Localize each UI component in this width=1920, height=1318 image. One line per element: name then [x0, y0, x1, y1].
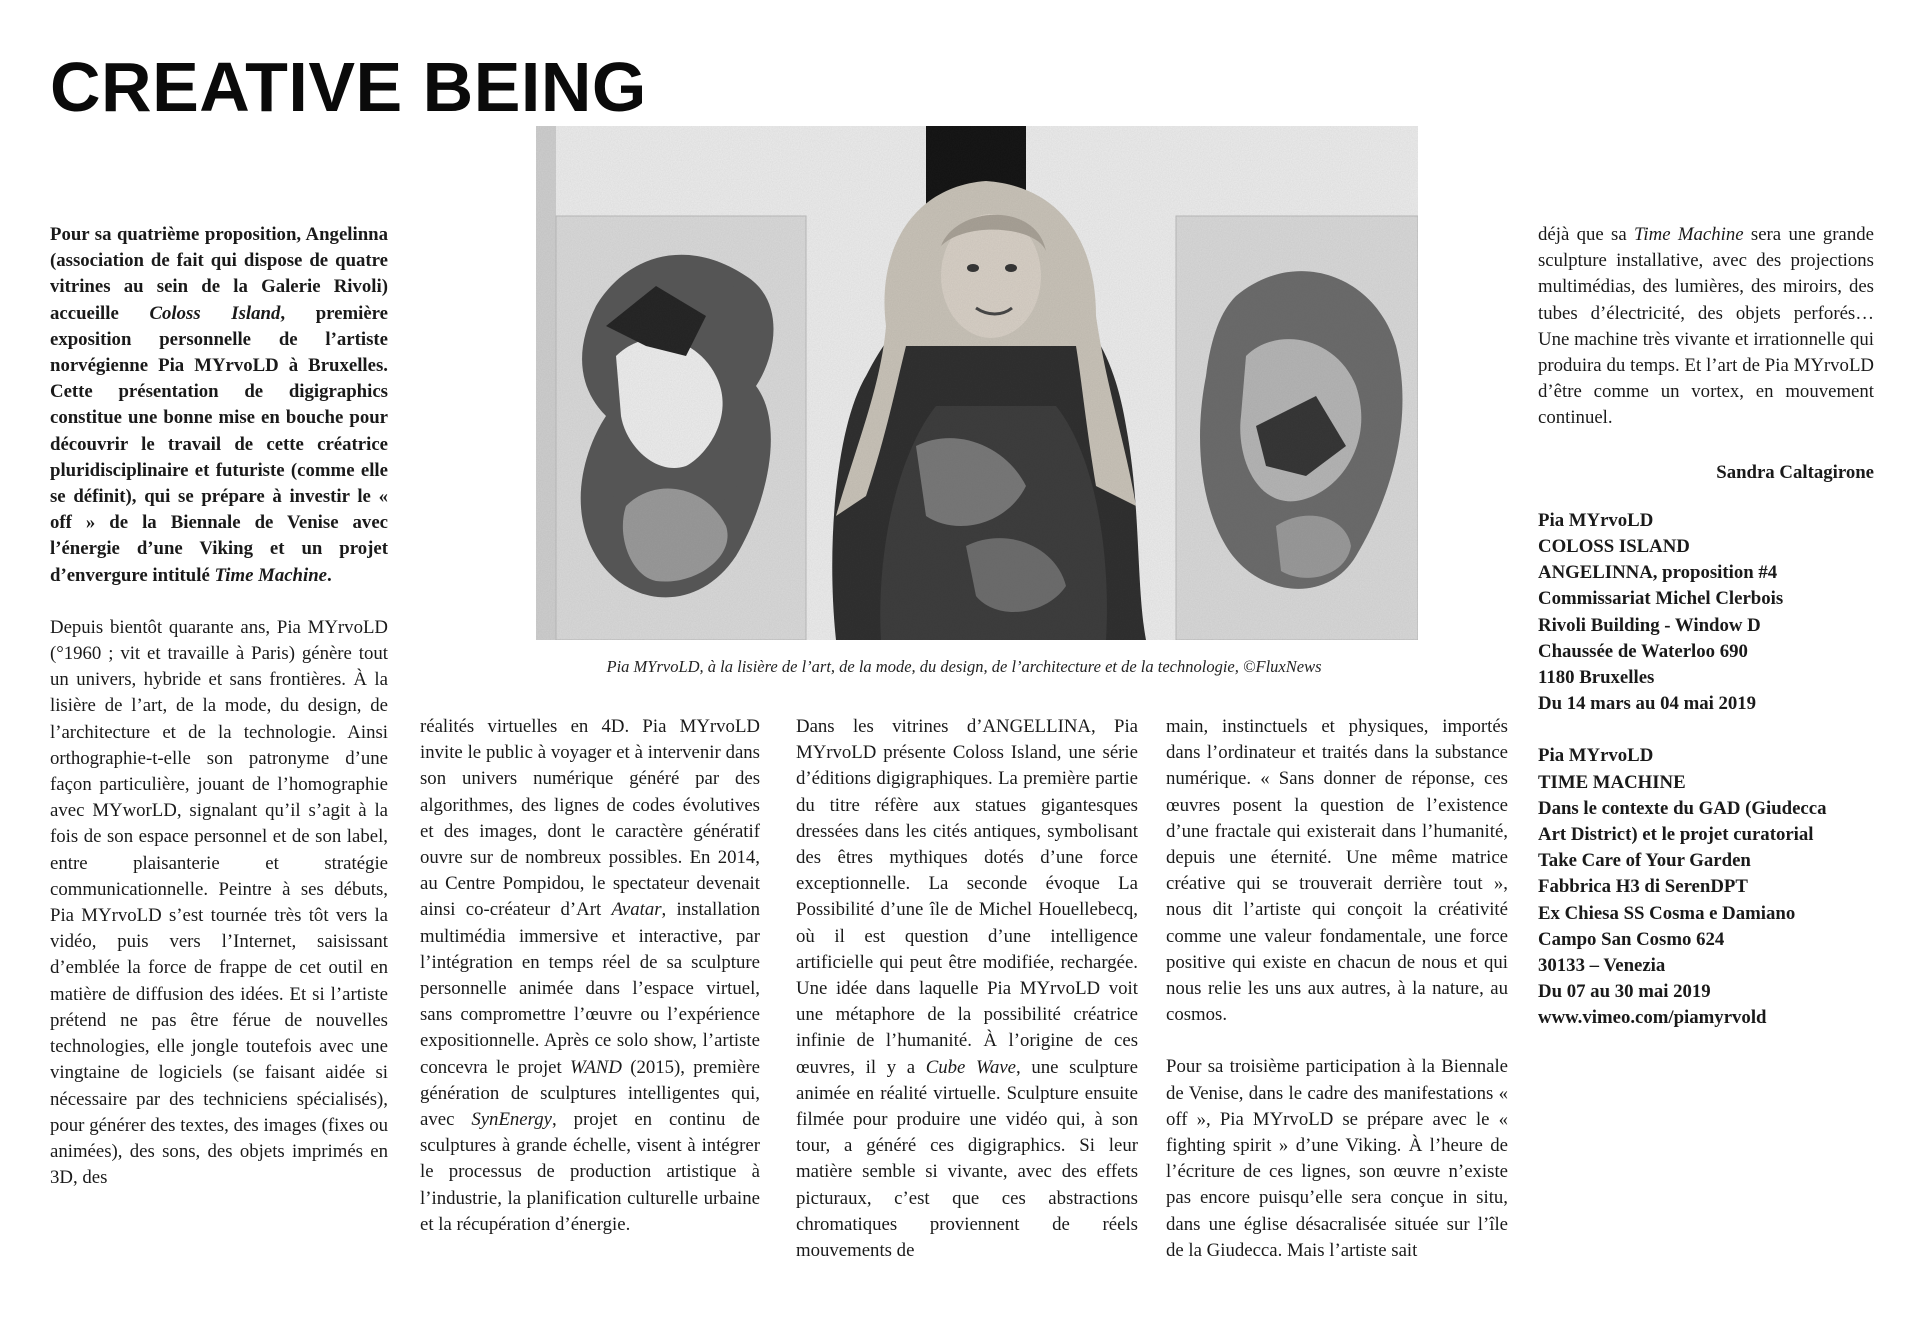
column-2	[420, 714, 760, 1238]
text-run: SynEnergy	[471, 1109, 552, 1131]
body-paragraph-3	[796, 714, 1138, 1264]
text-run: (2015), première génération de sculptures intelligentes qui, avec	[420, 1056, 760, 1131]
info-line: ANGELINNA, proposition #4	[1538, 562, 1778, 584]
author-signature: Sandra Caltagirone	[1716, 461, 1874, 483]
body-paragraph-4: main, instinctuels et physiques, importés dans l’ordinateur et traités dans la substance numérique. « Sans donner de réponse, ces œuvres posent la question de l’existence d’une fractale qui existerait dans l’humanité, depuis une éternité. Une même matrice créative qui se trouverait derrière tout », nous dit l’artiste qui conçoit la créativité comme une valeur fondamentale, une force positive qui existe en chacun de nous et qui nous relie les uns aux autres, à la nature, au cosmos.	[1166, 716, 1508, 1026]
text-run: Pour sa quatrième proposition, Angelinna (association de fait qui dispose de quatre vitrines au sein de la Galerie Rivoli) accueille	[50, 224, 388, 324]
info-line: Campo San Cosmo 624	[1538, 928, 1725, 950]
article-title: CREATIVE BEING	[50, 48, 647, 126]
info-line: www.vimeo.com/piamyrvold	[1538, 1007, 1767, 1029]
info-line: Pia MYrvoLD	[1538, 745, 1654, 767]
photo-caption: Pia MYrvoLD, à la lisière de l’art, de la mode, du design, de l’architecture et de la technologie, ©FluxNews	[606, 657, 1322, 676]
text-run: Dans les vitrines d’ANGELLINA, Pia MYrvoLD présente Coloss Island, une série d’éditions digigraphiques. La première partie du titre réfère aux statues gigantesques dressées dans les cités antiques, symbolisant des êtres mythiques dotés d’une force exceptionnelle. La seconde évoque La Possibilité d’une île de Michel Houellebecq, où il est question d’une intelligence artificielle qui peut être modifiée, rechargée. Une idée dans laquelle Pia MYrvoLD voit une métaphore de la possibilité créatrice infinie de l’humanité. À l’origine de ces œuvres, il y a	[796, 716, 1138, 1078]
info-line: Fabbrica H3 di SerenDPT	[1538, 876, 1748, 898]
text-run: Time Machine	[1634, 224, 1744, 245]
column-5	[1538, 222, 1874, 1032]
text-run: , première exposition personnelle de l’artiste norvégienne Pia MYrvoLD à Bruxelles. Cette présentation de digigraphics constitue une bonne mise en bouche pour découvrir le travail de cette créatrice pluridisciplinaire et futuriste (comme elle se définit), qui se prépare à investir le « off » de la Biennale de Venise avec l’énergie d’une Viking et un projet d’envergure intitulé	[50, 302, 388, 586]
column-4	[1166, 714, 1508, 1264]
portrait-image	[536, 126, 1418, 640]
exhibition-info-brussels	[1538, 508, 1874, 718]
text-run: réalités virtuelles en 4D. Pia MYrvoLD invite le public à voyager et à intervenir dans son univers numérique généré par des algorithmes, des lignes de codes évolutives et des images, dont le caractère génératif ouvre sur de nombreux possibles. En 2014, au Centre Pompidou, le spectateur devenait ainsi co-créateur d’Art	[420, 716, 760, 921]
info-line: Take Care of Your Garden	[1538, 850, 1751, 872]
info-line: Rivoli Building - Window D	[1538, 614, 1761, 636]
info-line: Commissariat Michel Clerbois	[1538, 588, 1784, 610]
text-run: Depuis bientôt quarante ans, Pia MYrvoLD (°1960 ; vit et travaille à Paris) génère tout un univers, hybride et sans frontières. À la lisière de l’art, de la mode, du design, de l’architecture et de la technologie. Ainsi orthographie-t-elle son patronyme d’une façon particulière, jouant de l’homographie avec MYworLD, signalant qu’il s’agit à la fois de son espace personnel et de son label, entre plaisanterie et stratégie communicationnelle. Peintre à ses débuts, Pia MYrvoLD s’est tournée très tôt vers la vidéo, puis vers l’Internet, saisissant d’emblée la force de frappe de cet outil en matière de diffusion des idées. Et si l’artiste prétend ne pas être férue de nouvelles technologies, elle jongle toutefois avec une vingtaine de logiciels (se faisant aidée si nécessaire par des techniciens spécialisés), pour générer des textes, des images (fixes ou animées), des sons, des objets imprimés en 3D, des	[50, 616, 388, 1189]
body-paragraph-5: Pour sa troisième participation à la Biennale de Venise, dans le cadre des manifestations « off », Pia MYrvoLD se prépare avec le « fighting spirit » d’une Viking. À l’heure de l’écriture de ces lignes, son œuvre n’existe pas encore puisqu’elle sera conçue in situ, dans une église désacralisée située sur l’île de la Giudecca. Mais l’artiste sait	[1166, 1056, 1508, 1261]
text-run: WAND	[570, 1056, 622, 1078]
info-line: Pia MYrvoLD	[1538, 509, 1654, 531]
info-line: Chaussée de Waterloo 690	[1538, 640, 1748, 662]
body-paragraph-2	[420, 714, 760, 1238]
text-run: sera une grande sculpture installative, avec des projections multimédias, des lumières, des miroirs, des tubes d’électricité, des objets perforés… Une machine très vivante et irrationnelle qui produira du temps. Et l’art de Pia MYrvoLD d’être comme un vortex, en mouvement continuel.	[1538, 224, 1874, 429]
text-run: .	[327, 564, 332, 586]
text-run: Avatar	[611, 899, 662, 921]
info-line: 30133 – Venezia	[1538, 955, 1666, 977]
info-line: TIME MACHINE	[1538, 771, 1686, 793]
info-line: Ex Chiesa SS Cosma e Damiano	[1538, 902, 1796, 924]
text-run: Time Machine	[214, 564, 328, 586]
text-run: , installation multimédia immersive et interactive, par l’intégration en temps réel de sa sculpture personnelle animée dans l’espace virtuel, sans compromettre l’œuvre ou l’expérience expositionnelle. Après ce solo show, l’artiste concevra le projet	[420, 899, 760, 1078]
text-run: , projet en continu de sculptures à grande échelle, visent à intégrer le processus de production artistique à l’industrie, la planification culturelle urbaine et la récupération d’énergie.	[420, 1109, 760, 1235]
info-line: Du 14 mars au 04 mai 2019	[1538, 693, 1757, 715]
text-run: , une sculpture animée en réalité virtuelle. Sculpture ensuite filmée pour produire une vidéo qui, à son tour, a généré ces digigraphics. Si leur matière semble si vivante, avec des effets picturaux, c’est que ces abstractions chromatiques proviennent de réels mouvements de	[796, 1056, 1139, 1262]
info-line: COLOSS ISLAND	[1538, 536, 1690, 558]
info-line: Art District) et le projet curatorial	[1538, 824, 1814, 846]
column-1	[50, 222, 388, 1191]
intro-paragraph	[50, 222, 388, 589]
body-paragraph-6	[1538, 222, 1874, 432]
text-run: Coloss Island	[149, 302, 281, 324]
exhibition-info-venice	[1538, 743, 1874, 1031]
body-paragraph-1	[50, 615, 388, 1191]
artist-portrait-photo	[536, 126, 1418, 640]
column-3	[796, 714, 1138, 1264]
info-line: Du 07 au 30 mai 2019	[1538, 981, 1711, 1003]
info-line: Dans le contexte du GAD (Giudecca	[1538, 797, 1827, 819]
text-run: Cube Wave	[925, 1056, 1017, 1078]
info-line: 1180 Bruxelles	[1538, 667, 1655, 689]
text-run: déjà que sa	[1538, 224, 1635, 245]
